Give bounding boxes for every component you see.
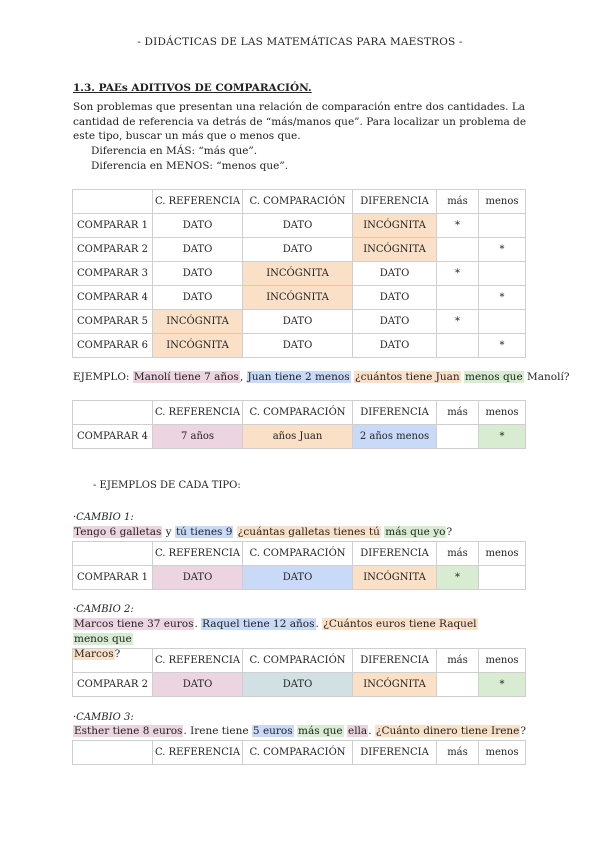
header-cell: menos [479,190,526,214]
header-cell: C. COMPARACIÓN [243,741,353,765]
text-fragment: . [194,618,202,630]
table-row [73,673,526,697]
header-cell: menos [479,741,526,765]
text-fragment: ? [114,648,121,660]
table-cell: * [479,286,526,310]
table-row [73,310,526,334]
table-row [73,214,526,238]
header-cell: C. COMPARACIÓN [243,649,353,673]
header-cell: más [437,741,479,765]
header-cell [73,542,153,566]
header-cell: más [437,542,479,566]
text-fragment: ? [520,725,527,737]
header-cell: C. COMPARACIÓN [243,401,353,425]
text-fragment: y [162,526,175,538]
row-label: COMPARAR 1 [73,566,153,590]
examples-title: - EJEMPLOS DE CADA TIPO: [93,480,241,491]
table-cell: * [437,214,479,238]
example-keyword: menos que [464,371,523,383]
cambio3-sentence [73,724,526,739]
header-cell: C. REFERENCIA [153,542,243,566]
text-fragment: Manolí? [523,371,570,383]
table-cell: DATO [243,334,353,358]
text-fragment: más que yo [385,526,446,538]
cambio1-table [72,541,526,590]
row-label: COMPARAR 2 [73,673,153,697]
header-cell: más [437,649,479,673]
section-title: 1.3. PAEs ADITIVOS DE COMPARACIÓN. [73,82,312,94]
table-cell: INCÓGNITA [243,286,353,310]
table-cell: 7 años [153,425,243,449]
table-cell: * [437,262,479,286]
text-fragment: Raquel tiene 12 años [202,618,315,630]
table-row [73,566,526,590]
table-cell: * [479,673,526,697]
row-label: COMPARAR 4 [73,425,153,449]
row-label: COMPARAR 1 [73,214,153,238]
cambio1-sentence [73,525,452,540]
table-cell: * [437,310,479,334]
text-fragment: 5 euros [252,725,293,737]
diff-mas-line: Diferencia en MÁS: “más que”. [91,145,258,157]
table-cell [437,425,479,449]
header-cell: DIFERENCIA [353,741,437,765]
table-cell: DATO [243,238,353,262]
cambio3-label: ·CAMBIO 3: [73,712,134,723]
table-cell [479,566,526,590]
example-difference: Juan tiene 2 menos [247,371,350,383]
table-cell: DATO [243,566,353,590]
table-cell: DATO [153,214,243,238]
intro-paragraph: Son problemas que presentan una relación de comparación entre dos cantidades. La cantidad de referencia va detrás de “más/manos que”. Para localizar un problema de este tipo, buscar un más que o menos que. [73,101,527,142]
example-prefix: EJEMPLO: [73,371,133,383]
table-cell: DATO [153,286,243,310]
table-row [73,238,526,262]
text-fragment: Esther tiene 8 euros [74,725,183,737]
table-cell: 2 años menos [353,425,437,449]
header-cell: más [437,401,479,425]
table-cell: INCÓGNITA [353,673,437,697]
table-cell: DATO [353,286,437,310]
table-cell: DATO [153,566,243,590]
table-cell: INCÓGNITA [243,262,353,286]
header-cell: DIFERENCIA [353,542,437,566]
cambio2-table [72,648,526,697]
text-fragment: Marcos [74,648,114,660]
table-cell: DATO [153,238,243,262]
row-label: COMPARAR 2 [73,238,153,262]
row-label: COMPARAR 3 [73,262,153,286]
text-fragment: . Irene tiene [183,725,252,737]
table-cell: INCÓGNITA [153,310,243,334]
header-cell: C. COMPARACIÓN [243,542,353,566]
header-cell: DIFERENCIA [353,401,437,425]
table-cell: INCÓGNITA [353,566,437,590]
text-fragment: tú tienes 9 [175,526,233,538]
header-cell [73,741,153,765]
text-fragment: , [239,371,247,383]
table-cell [479,310,526,334]
header-cell: menos [479,649,526,673]
header-cell: menos [479,401,526,425]
example-reference: Manolí tiene 7 años [133,371,239,383]
table-cell: INCÓGNITA [153,334,243,358]
text-fragment: menos que [74,633,132,645]
header-cell: menos [479,542,526,566]
example-table [72,400,526,449]
table-cell: DATO [153,673,243,697]
table-cell: * [479,238,526,262]
row-label: COMPARAR 5 [73,310,153,334]
cambio3-table [72,740,526,765]
header-cell [73,190,153,214]
header-cell: C. REFERENCIA [153,401,243,425]
header-cell: C. COMPARACIÓN [243,190,353,214]
text-fragment: ella [347,725,368,737]
text-fragment: Marcos tiene 37 euros [74,618,194,630]
table-cell: DATO [243,310,353,334]
text-fragment: ¿Cuántos euros tiene Raquel [323,618,477,630]
header-cell [73,649,153,673]
text-fragment: más que [298,725,343,737]
text-fragment: ? [446,526,453,538]
main-table [72,189,526,358]
table-cell [437,286,479,310]
table-cell: años Juan [243,425,353,449]
cambio1-label: ·CAMBIO 1: [73,512,134,523]
table-cell: * [437,566,479,590]
table-cell: * [479,425,526,449]
text-fragment: . [368,725,375,737]
text-fragment: ¿Cuánto dinero tiene Irene [375,725,520,737]
diff-menos-line: Diferencia en MENOS: “menos que”. [91,160,289,172]
table-cell: * [479,334,526,358]
table-cell [437,238,479,262]
table-cell: DATO [153,262,243,286]
table-cell [437,334,479,358]
header-cell: C. REFERENCIA [153,741,243,765]
table-cell: DATO [243,673,353,697]
header-cell [73,401,153,425]
page-header: - DIDÁCTICAS DE LAS MATEMÁTICAS PARA MAESTROS - [137,36,463,48]
example-sentence [73,370,569,385]
table-row [73,262,526,286]
cambio2-label: ·CAMBIO 2: [73,604,134,615]
table-row [73,334,526,358]
example-question: ¿cuántos tiene Juan [354,371,460,383]
row-label: COMPARAR 6 [73,334,153,358]
table-cell [437,673,479,697]
text-fragment: ¿cuántas galletas tienes tú [237,526,380,538]
main-table-header [73,190,526,214]
header-cell: C. REFERENCIA [153,190,243,214]
table-row [73,425,526,449]
row-label: COMPARAR 4 [73,286,153,310]
table-cell: DATO [243,214,353,238]
header-cell: más [437,190,479,214]
header-cell: DIFERENCIA [353,649,437,673]
table-cell: DATO [353,310,437,334]
table-cell: INCÓGNITA [353,238,437,262]
text-fragment: . [315,618,323,630]
header-cell: DIFERENCIA [353,190,437,214]
table-cell: INCÓGNITA [353,214,437,238]
table-row [73,286,526,310]
table-cell: DATO [353,262,437,286]
table-cell: DATO [353,334,437,358]
table-cell [479,214,526,238]
text-fragment: Tengo 6 galletas [74,526,162,538]
header-cell: C. REFERENCIA [153,649,243,673]
table-cell [479,262,526,286]
